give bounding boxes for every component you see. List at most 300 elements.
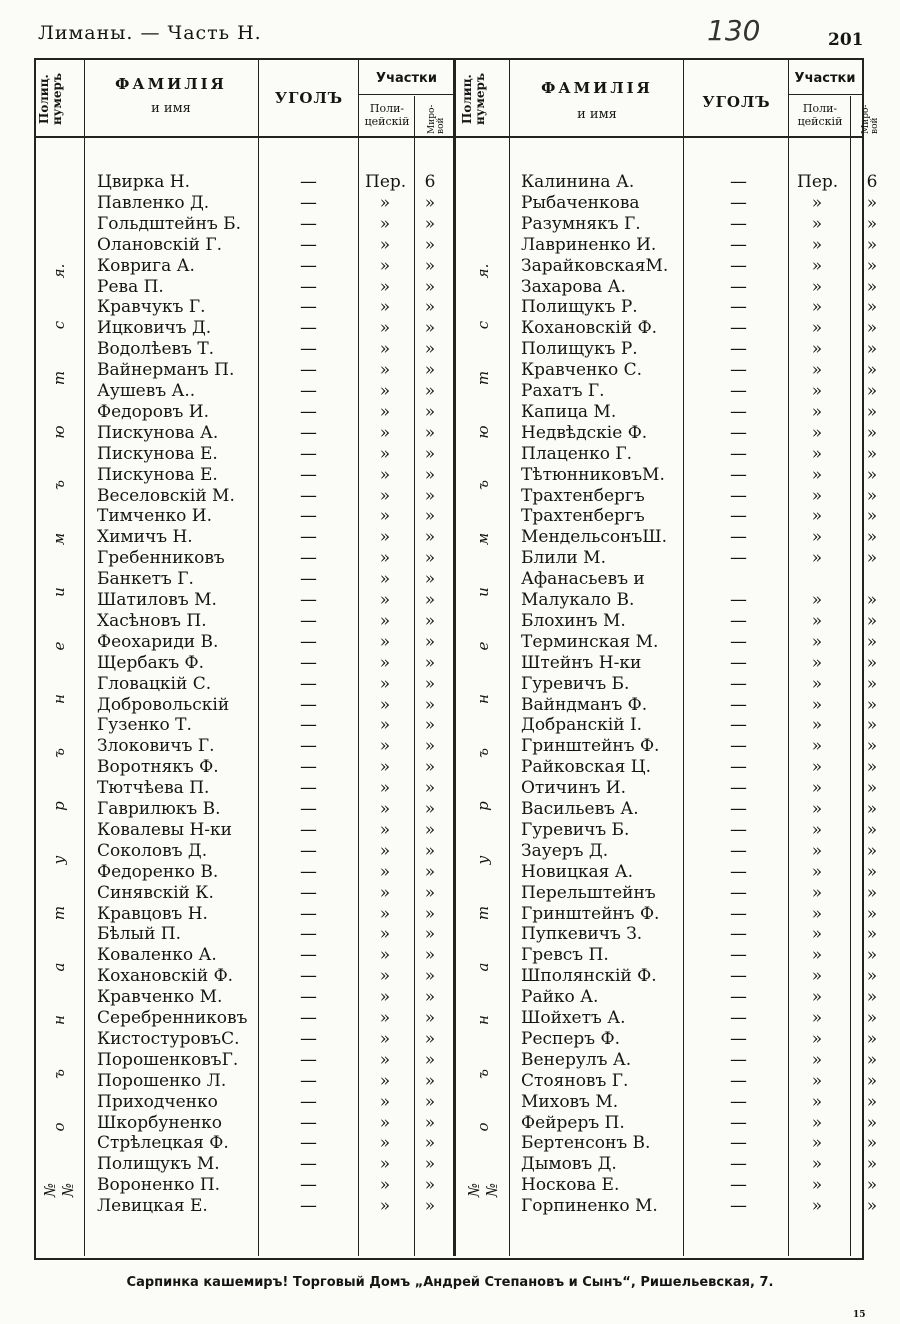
table-row xyxy=(0,486,900,507)
entry-police-district: » xyxy=(379,485,391,506)
entry-name: Порошенко Л. xyxy=(97,1070,227,1091)
entry-magistrate-district: » xyxy=(424,1154,436,1175)
side-text-char: ъ xyxy=(50,747,68,758)
entry-police-district: » xyxy=(379,903,391,924)
table-row xyxy=(0,1071,900,1092)
entry-name: Рева П. xyxy=(97,276,164,297)
entry-police-district: » xyxy=(379,443,391,464)
entry-name: Гузенко Т. xyxy=(97,715,192,736)
entry-corner: — xyxy=(730,255,747,276)
entry-corner: — xyxy=(300,966,317,987)
entry-police-district: » xyxy=(379,631,391,652)
entry-corner: — xyxy=(730,631,747,652)
entry-magistrate-district: » xyxy=(866,778,878,799)
side-text-char: т xyxy=(50,905,68,921)
entry-police-district: » xyxy=(379,966,391,987)
entry-police-district: » xyxy=(379,673,391,694)
entry-magistrate-district: » xyxy=(866,590,878,610)
entry-name: Лавриненко И. xyxy=(521,234,657,255)
entry-name: Гринштейнъ Ф. xyxy=(521,736,660,757)
left-magistrate-header: Миро-вой xyxy=(427,104,446,134)
side-text-char: и xyxy=(474,587,492,597)
entry-police-district: » xyxy=(379,610,391,631)
entry-police-district: » xyxy=(811,527,823,548)
entry-name: Трахтенбергъ xyxy=(521,485,645,506)
entry-corner: — xyxy=(730,610,747,631)
entry-name: Афанасьевъ и xyxy=(521,569,645,590)
entry-corner: — xyxy=(300,736,317,757)
entry-name: КистостуровъС. xyxy=(97,1028,240,1049)
entry-corner: — xyxy=(730,1008,747,1028)
entry-magistrate-district: » xyxy=(424,840,436,861)
entry-corner: — xyxy=(300,1175,317,1196)
entry-name: Недвѣдскіе Ф. xyxy=(521,422,648,443)
entry-police-district: » xyxy=(379,715,391,736)
side-text-char: № № xyxy=(465,1182,501,1197)
table-row xyxy=(0,841,900,862)
table-row xyxy=(0,674,900,695)
entry-name: ТѣтюнниковъМ. xyxy=(521,464,665,485)
entry-police-district: » xyxy=(811,903,823,924)
table-row xyxy=(0,945,900,966)
entry-magistrate-district: » xyxy=(866,276,878,297)
entry-name: Вайндманъ Ф. xyxy=(521,694,648,715)
entry-corner: — xyxy=(300,569,317,590)
entry-corner: — xyxy=(730,1196,747,1217)
entry-police-district: » xyxy=(811,360,823,381)
entry-magistrate-district: » xyxy=(866,799,878,819)
entry-corner: — xyxy=(730,485,747,506)
entry-name: Гаврилюкъ В. xyxy=(97,799,221,819)
entry-corner: — xyxy=(300,464,317,485)
entry-police-district: » xyxy=(379,757,391,778)
right-corner-header: УГОЛЪ xyxy=(702,93,771,111)
entry-police-district: » xyxy=(811,339,823,360)
entry-magistrate-district: » xyxy=(424,1028,436,1049)
entry-corner: — xyxy=(730,945,747,966)
right-police-number-header: Полиц. нумеръ xyxy=(460,72,487,126)
entry-magistrate-district: » xyxy=(866,527,878,548)
table-row xyxy=(0,444,900,465)
entry-police-district: » xyxy=(811,276,823,297)
side-text-char: ю xyxy=(50,424,68,439)
entry-police-district: » xyxy=(811,464,823,485)
entry-name: Венерулъ А. xyxy=(521,1049,632,1070)
left-name-header: и имя xyxy=(151,101,191,116)
entry-corner: — xyxy=(300,610,317,631)
entry-police-district: » xyxy=(379,255,391,276)
table-row xyxy=(0,214,900,235)
entry-corner: — xyxy=(730,318,747,339)
page-number: 201 xyxy=(828,30,864,50)
entry-magistrate-district: » xyxy=(866,297,878,318)
entry-police-district: » xyxy=(379,778,391,799)
entry-police-district: » xyxy=(811,548,823,569)
entry-magistrate-district: » xyxy=(424,276,436,297)
entry-police-district: » xyxy=(811,799,823,819)
entry-name: Бертенсонъ В. xyxy=(521,1133,651,1154)
entry-police-district: » xyxy=(379,234,391,255)
entry-name: Серебренниковъ xyxy=(97,1008,248,1028)
entry-name: Левицкая Е. xyxy=(97,1196,208,1217)
entry-police-district: » xyxy=(379,527,391,548)
entry-magistrate-district: » xyxy=(866,1175,878,1196)
entry-corner: — xyxy=(730,234,747,255)
entry-police-district: » xyxy=(379,799,391,819)
entry-corner: — xyxy=(730,339,747,360)
left-police-district-header: Поли-цейскій xyxy=(364,102,410,128)
entry-name: Шкорбуненко xyxy=(97,1112,222,1133)
entry-police-district: » xyxy=(811,945,823,966)
entry-name: Добровольскій xyxy=(97,694,230,715)
entry-magistrate-district: » xyxy=(424,1175,436,1196)
entry-corner: — xyxy=(730,590,747,610)
entry-name: Шойхетъ А. xyxy=(521,1008,626,1028)
entry-corner: — xyxy=(300,360,317,381)
entry-name: Малукало В. xyxy=(521,590,635,610)
entry-corner: — xyxy=(730,1049,747,1070)
entry-police-district: » xyxy=(379,381,391,401)
entry-name: Кохановскій Ф. xyxy=(97,966,234,987)
entry-police-district: » xyxy=(811,590,823,610)
entry-magistrate-district: » xyxy=(866,1049,878,1070)
entry-name: Райковская Ц. xyxy=(521,757,651,778)
entry-name: Райко А. xyxy=(521,987,599,1008)
entry-magistrate-district: » xyxy=(424,736,436,757)
entry-name: Стрѣлецкая Ф. xyxy=(97,1133,229,1154)
table-row xyxy=(0,757,900,778)
entry-name: Полищукъ Р. xyxy=(521,297,638,318)
side-text-char: ъ xyxy=(50,1068,68,1079)
side-text-char: у xyxy=(474,855,492,864)
entry-corner: — xyxy=(300,631,317,652)
entry-police-district: » xyxy=(379,1154,391,1175)
entry-name: Кохановскій Ф. xyxy=(521,318,658,339)
entry-corner: — xyxy=(300,903,317,924)
entry-name: Банкетъ Г. xyxy=(97,569,194,590)
entry-magistrate-district: » xyxy=(866,1070,878,1091)
entry-police-district: » xyxy=(379,1049,391,1070)
entry-name: Перельштейнъ xyxy=(521,882,656,903)
side-text-char: ъ xyxy=(50,480,68,490)
entry-corner: — xyxy=(300,1196,317,1217)
entry-magistrate-district: » xyxy=(424,882,436,903)
side-text-char: е xyxy=(50,641,68,650)
left-surname-header: ФАМИЛІЯ xyxy=(115,75,227,93)
side-text-char: я. xyxy=(50,263,68,279)
table-row xyxy=(0,569,900,590)
entry-corner: — xyxy=(300,715,317,736)
entry-magistrate-district: » xyxy=(866,339,878,360)
entry-magistrate-district: » xyxy=(866,652,878,673)
entry-name: Горпиненко М. xyxy=(521,1196,658,1217)
entry-magistrate-district: » xyxy=(866,485,878,506)
entry-magistrate-district: » xyxy=(424,590,436,610)
right-name-header: и имя xyxy=(577,107,617,122)
entry-magistrate-district: » xyxy=(424,861,436,882)
entry-corner: — xyxy=(730,548,747,569)
entry-corner: — xyxy=(730,360,747,381)
entry-police-district: » xyxy=(379,276,391,297)
entry-police-district: » xyxy=(811,1028,823,1049)
entry-name: МендельсонъШ. xyxy=(521,527,668,548)
entry-magistrate-district: » xyxy=(866,506,878,527)
entry-police-district: » xyxy=(811,422,823,443)
entry-magistrate-district: » xyxy=(424,1112,436,1133)
entry-corner: — xyxy=(730,652,747,673)
entry-magistrate-district: » xyxy=(866,819,878,840)
entry-police-district: » xyxy=(379,924,391,945)
entry-magistrate-district: » xyxy=(424,192,436,213)
entry-police-district: » xyxy=(379,590,391,610)
entry-police-district: » xyxy=(811,819,823,840)
side-text-char: о xyxy=(50,1122,68,1132)
entry-corner: — xyxy=(300,945,317,966)
entry-police-district: » xyxy=(811,840,823,861)
entry-police-district: » xyxy=(379,840,391,861)
side-text-char: а xyxy=(50,962,68,971)
entry-police-district: Пер. xyxy=(797,172,839,192)
entry-name: Трахтенбергъ xyxy=(521,506,645,527)
entry-corner: — xyxy=(300,339,317,360)
entry-police-district: » xyxy=(379,569,391,590)
entry-name: Разумнякъ Г. xyxy=(521,213,641,234)
entry-corner: — xyxy=(300,987,317,1008)
entry-corner: — xyxy=(730,799,747,819)
entry-police-district: » xyxy=(379,861,391,882)
entry-name: Полищукъ Р. xyxy=(521,339,638,360)
entry-corner: — xyxy=(300,778,317,799)
entry-name: Феохариди В. xyxy=(97,631,219,652)
entry-police-district: » xyxy=(811,1196,823,1217)
entry-name: Приходченко xyxy=(97,1091,218,1112)
entry-police-district: » xyxy=(379,736,391,757)
table-row xyxy=(0,799,900,820)
side-text-char: с xyxy=(474,320,492,329)
entry-corner: — xyxy=(730,819,747,840)
side-text-char: е xyxy=(474,641,492,650)
entry-magistrate-district: » xyxy=(424,1091,436,1112)
entry-police-district: » xyxy=(379,819,391,840)
entry-name: Пискунова Е. xyxy=(97,464,218,485)
entry-magistrate-district: » xyxy=(866,840,878,861)
entry-name: Щербакъ Ф. xyxy=(97,652,205,673)
entry-magistrate-district: » xyxy=(424,631,436,652)
entry-police-district: » xyxy=(379,1091,391,1112)
entry-name: Веселовскій М. xyxy=(97,485,235,506)
entry-police-district: » xyxy=(811,506,823,527)
entry-magistrate-district: » xyxy=(424,987,436,1008)
entry-corner: — xyxy=(730,1112,747,1133)
table-row xyxy=(0,1008,900,1029)
entry-magistrate-district: » xyxy=(866,318,878,339)
entry-name: Тимченко И. xyxy=(97,506,213,527)
left-corner-header: УГОЛЪ xyxy=(274,89,344,107)
entry-police-district: » xyxy=(811,1091,823,1112)
entry-magistrate-district: » xyxy=(866,234,878,255)
entry-police-district: » xyxy=(811,861,823,882)
entry-magistrate-district: » xyxy=(424,1008,436,1028)
entry-name: Воротнякъ Ф. xyxy=(97,757,219,778)
entry-magistrate-district: » xyxy=(424,213,436,234)
entry-magistrate-district: » xyxy=(424,360,436,381)
entry-police-district: » xyxy=(811,1154,823,1175)
entry-corner: — xyxy=(730,736,747,757)
entry-police-district: » xyxy=(811,443,823,464)
entry-magistrate-district: » xyxy=(424,610,436,631)
table-row xyxy=(0,256,900,277)
header-rule xyxy=(34,136,862,138)
entry-magistrate-district: » xyxy=(424,778,436,799)
entry-police-district: » xyxy=(379,945,391,966)
entry-police-district: » xyxy=(379,339,391,360)
entry-corner: — xyxy=(730,1028,747,1049)
entry-magistrate-district: » xyxy=(866,1028,878,1049)
side-text-char: ю xyxy=(474,424,492,439)
entry-corner: — xyxy=(730,715,747,736)
table-row xyxy=(0,193,900,214)
table-row xyxy=(0,695,900,716)
entry-police-district: » xyxy=(811,213,823,234)
side-text-char: р xyxy=(50,801,68,811)
entry-police-district: » xyxy=(811,1175,823,1196)
entry-corner: — xyxy=(300,297,317,318)
entry-corner: — xyxy=(300,652,317,673)
entry-police-district: » xyxy=(811,924,823,945)
entry-name: Стояновъ Г. xyxy=(521,1070,629,1091)
entry-name: Ицковичъ Д. xyxy=(97,318,212,339)
entry-magistrate-district: » xyxy=(866,924,878,945)
entry-police-district: » xyxy=(811,652,823,673)
entry-police-district: » xyxy=(379,297,391,318)
entry-name: Капица М. xyxy=(521,401,617,422)
entry-corner: — xyxy=(730,506,747,527)
entry-name: Вайнерманъ П. xyxy=(97,360,235,381)
entry-corner: — xyxy=(730,861,747,882)
entry-corner: — xyxy=(730,381,747,401)
entry-magistrate-district: » xyxy=(866,1154,878,1175)
entry-corner: — xyxy=(730,443,747,464)
entry-corner: — xyxy=(730,903,747,924)
entry-magistrate-district: » xyxy=(866,213,878,234)
side-text-char: т xyxy=(50,370,68,386)
entry-magistrate-district: » xyxy=(866,381,878,401)
entry-police-district: » xyxy=(811,631,823,652)
footer-advert: Сарпинка кашемиръ! Торговый Домъ „Андрей Степановъ и Сынъ“, Ришельевская, 7. xyxy=(126,1275,774,1290)
entry-corner: — xyxy=(730,924,747,945)
entry-name: Аушевъ А.. xyxy=(97,381,196,401)
table-row xyxy=(0,1133,900,1154)
entry-corner: — xyxy=(730,1070,747,1091)
entry-magistrate-district: » xyxy=(424,673,436,694)
entry-corner: — xyxy=(300,381,317,401)
entry-magistrate-district: » xyxy=(424,715,436,736)
entry-magistrate-district: » xyxy=(866,966,878,987)
entry-police-district: » xyxy=(811,485,823,506)
entry-name: Хасѣновъ П. xyxy=(97,610,207,631)
right-magistrate-header: Миро-вой xyxy=(861,104,880,134)
entry-corner: — xyxy=(730,778,747,799)
table-row xyxy=(0,987,900,1008)
entry-corner: — xyxy=(300,234,317,255)
entry-magistrate-district: » xyxy=(424,903,436,924)
entry-name: Гревсъ П. xyxy=(521,945,609,966)
table-row xyxy=(0,381,900,402)
entry-name: Фейреръ П. xyxy=(521,1112,625,1133)
table-row xyxy=(0,632,900,653)
entry-magistrate-district: » xyxy=(866,736,878,757)
entry-name: Плаценко Г. xyxy=(521,443,633,464)
handwritten-page-number: 130 xyxy=(707,14,761,47)
side-text-char: а xyxy=(474,962,492,971)
rule-left-districts xyxy=(358,94,453,95)
entry-name: Рахатъ Г. xyxy=(521,381,605,401)
table-row xyxy=(0,277,900,298)
entry-magistrate-district: » xyxy=(866,422,878,443)
entry-magistrate-district: » xyxy=(866,757,878,778)
entry-name: Рыбаченкова xyxy=(521,192,640,213)
entry-corner: — xyxy=(300,213,317,234)
entry-magistrate-district: 6 xyxy=(866,172,878,192)
table-row xyxy=(0,172,900,193)
entry-name: ЗарайковскаяМ. xyxy=(521,255,669,276)
right-districts-header: Участки xyxy=(794,71,856,86)
entry-magistrate-district: » xyxy=(424,945,436,966)
table-row xyxy=(0,904,900,925)
entry-magistrate-district: » xyxy=(424,924,436,945)
entry-name: Шполянскій Ф. xyxy=(521,966,657,987)
printer-mark: 15 xyxy=(853,1310,866,1320)
entry-corner: — xyxy=(730,966,747,987)
entry-police-district: » xyxy=(811,1112,823,1133)
entry-corner: — xyxy=(300,401,317,422)
table-row xyxy=(0,1050,900,1071)
side-text-char: у xyxy=(50,855,68,864)
entry-name: Павленко Д. xyxy=(97,192,210,213)
running-title: Лиманы. — Часть Н. xyxy=(38,22,262,44)
entry-police-district: » xyxy=(379,192,391,213)
entry-corner: — xyxy=(730,987,747,1008)
entry-corner: — xyxy=(730,527,747,548)
entry-police-district: » xyxy=(811,192,823,213)
entry-name: Ковалевы Н-ки xyxy=(97,819,232,840)
entry-police-district: » xyxy=(811,1133,823,1154)
entry-corner: — xyxy=(300,276,317,297)
entry-name: Синявскій К. xyxy=(97,882,214,903)
entry-name: Гребенниковъ xyxy=(97,548,225,569)
entry-corner: — xyxy=(300,318,317,339)
entry-name: Респеръ Ф. xyxy=(521,1028,621,1049)
table-row xyxy=(0,715,900,736)
entry-magistrate-district: » xyxy=(866,1112,878,1133)
entry-police-district: » xyxy=(811,715,823,736)
table-row xyxy=(0,1196,900,1217)
entry-police-district: » xyxy=(811,694,823,715)
entry-name: Блохинъ М. xyxy=(521,610,626,631)
right-police-district-header: Поли-цейскій xyxy=(797,102,843,128)
entry-name: Калинина А. xyxy=(521,172,635,192)
entry-corner: — xyxy=(730,882,747,903)
entry-corner: — xyxy=(300,694,317,715)
entry-corner: — xyxy=(730,297,747,318)
entry-magistrate-district: » xyxy=(866,631,878,652)
entry-name: Водолѣевъ Т. xyxy=(97,339,215,360)
entry-magistrate-district: » xyxy=(424,297,436,318)
entry-corner: — xyxy=(730,757,747,778)
table-row xyxy=(0,360,900,381)
table-row xyxy=(0,423,900,444)
entry-name: Гуревичъ Б. xyxy=(521,673,630,694)
